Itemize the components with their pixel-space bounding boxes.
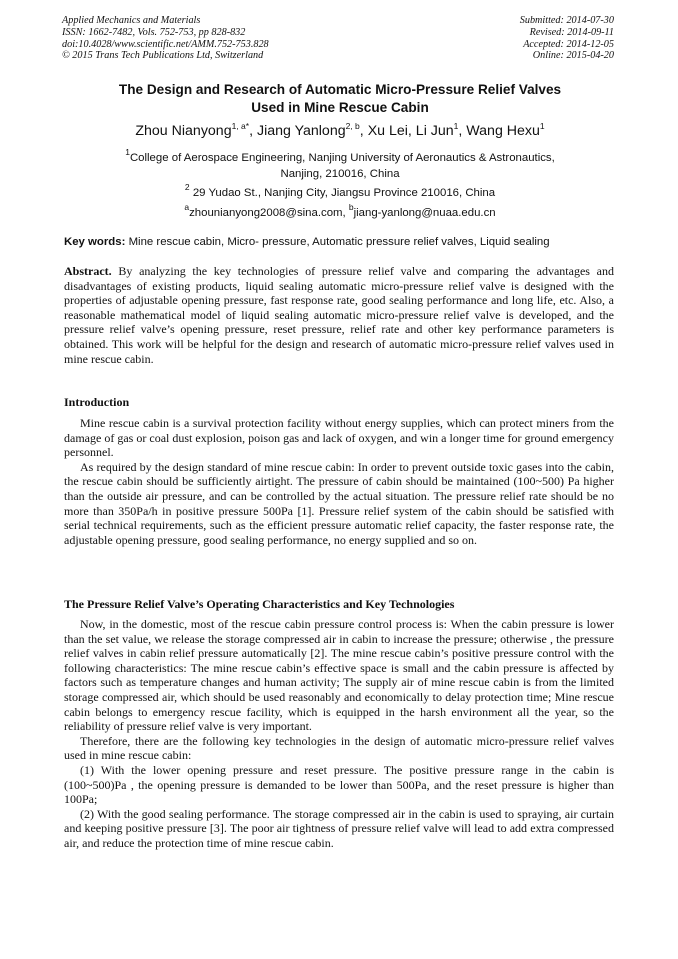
paragraph: As required by the design standard of mine rescue cabin: In order to prevent outside toxic gases into the cabin, the rescue cabin should be sufficiently airtight. The pressure of cabin should be maintained (100~500) Pa higher than the outside air pressure, and can be controlled by the actual situation. The pressure relief rate should be no more than 350Pa/h in positive pressure 500Pa [1]. Pressure relief system of the cabin should be satisfied with serial technical requirements, such as the efficient pressure automatic relief capacity, the faster response rate, the adjustable opening pressure, good sealing performance, no energy supplied and so on. [64, 459, 614, 547]
copyright-line: © 2015 Trans Tech Publications Ltd, Switzerland [62, 50, 264, 62]
journal-name: Applied Mechanics and Materials [62, 15, 201, 26]
accepted-date: Accepted: 2014-12-05 [523, 38, 614, 50]
affiliation-1-line-2: Nanjing, 210016, China [280, 168, 400, 180]
keywords-text: Mine rescue cabin, Micro- pressure, Automatic pressure relief valves, Liquid sealing [125, 236, 550, 248]
paper-title [60, 81, 620, 117]
affiliation-1 [60, 147, 620, 182]
section-2-heading: The Pressure Relief Valve’s Operating Characteristics and Key Technologies [64, 597, 455, 611]
introduction-heading: Introduction [64, 395, 130, 409]
keywords-label: Key words: [64, 236, 126, 248]
abstract [64, 264, 614, 366]
author-emails [60, 202, 620, 221]
email-b-mark: b [348, 202, 354, 212]
submitted-date: Submitted: 2014-07-30 [519, 15, 614, 26]
paragraph: Now, in the domestic, most of the rescue cabin pressure control process is: When the cabin pressure is lower than the set value, we release the storage compressed air in cabin to increase the pressure; otherwise , the pressure relief valves in cabin relief pressure automatically [2]. The mine rescue cabin’s positive pressure control with the following characteristics: The mine rescue cabin’s effective space is small and the cabin pressure is affected by factors such as temperature changes and human activity; The supply air of mine rescue cabin is from the limited storage compressed air, which should be used reasonably and economically to delay protection time; Mine rescue cabin belongs to emergency rescue facility, which is equipped in the harsh environment all the year, so the reliability of pressure relief valve is very important. [64, 617, 614, 734]
abstract-label: Abstract. [64, 264, 112, 278]
author-name: Zhou Nianyong [135, 123, 232, 139]
affiliation-2-mark: 2 [184, 182, 190, 192]
author-affiliation-mark: 1 [453, 121, 459, 131]
affiliation-1-line-1: College of Aerospace Engineering, Nanjing University of Aeronautics & Astronautics, [129, 152, 555, 164]
paragraph: Therefore, there are the following key technologies in the design of automatic micro-pressure relief valves used in mine rescue cabin: [64, 733, 614, 763]
keywords [64, 234, 624, 250]
author-separator: , [458, 123, 467, 139]
author-affiliation-mark: 2, b [345, 121, 360, 131]
email-b: jiang-yanlong@nuaa.edu.cn [353, 207, 496, 219]
email-a: zhounianyong2008@sina.com, [189, 207, 349, 219]
abstract-text: By analyzing the key technologies of pressure relief valve and comparing the advantages and disadvantages of existing products, liquid sealing automatic micro-pressure relief valve is designed with the properties of adjustable opening pressure, fast response rate, good sealing performance and long life, etc. Also, a reasonable mathematical model of liquid sealing automatic micro-pressure relief valve is developed, and the pressure relief valve’s opening pressure, reset pressure, relief rate and other key performance parameters is obtained. This work will be helpful for the design and research of automatic micro-pressure relief valves used in mine rescue cabin. [64, 264, 614, 366]
author-name: Jiang Yanlong [256, 123, 346, 139]
section-2-body [64, 617, 614, 851]
online-date: Online: 2015-04-20 [532, 50, 614, 62]
journal-info [62, 15, 269, 62]
submission-dates [520, 15, 614, 62]
revised-date: Revised: 2014-09-11 [529, 26, 614, 38]
issn-line: ISSN: 1662-7482, Vols. 752-753, pp 828-832 [62, 26, 246, 38]
affiliation-1-mark: 1 [125, 147, 130, 157]
paragraph: (2) With the good sealing performance. The storage compressed air in the cabin is used to spraying, air curtain and keeping positive pressure [3]. The poor air tightness of pressure relief valve will lead to add extra compressed air, and reduce the protection time of mine rescue cabin. [64, 806, 614, 850]
author-list [60, 122, 620, 140]
title-line-2: Used in Mine Rescue Cabin [251, 100, 429, 115]
author-separator: , [359, 123, 368, 139]
email-a-mark: a [184, 202, 190, 212]
author-affiliation-mark: 1 [539, 121, 545, 131]
paragraph: (1) With the lower opening pressure and reset pressure. The positive pressure range in the cabin is (100~500)Pa , the opening pressure is demanded to be lower than 500Pa, and the reset pressure is higher than 100Pa; [64, 762, 614, 807]
introduction-body [64, 416, 614, 547]
affiliation-2 [60, 182, 620, 201]
doi-line: doi:10.4028/www.scientific.net/AMM.752-753.828 [62, 38, 269, 50]
author-name: Xu Lei, Li Jun [367, 123, 454, 139]
author-name: Wang Hexu [466, 123, 540, 139]
title-line-1: The Design and Research of Automatic Micro-Pressure Relief Valves [118, 82, 562, 97]
author-affiliation-mark: 1, a* [231, 121, 250, 131]
paragraph: Mine rescue cabin is a survival protection facility without energy supplies, which can protect miners from the damage of gas or coal dust explosion, poison gas and lack of oxygen, and win a longer time for ground emergency personnel. [64, 416, 614, 460]
affiliation-2-text: 29 Yudao St., Nanjing City, Jiangsu Province 210016, China [189, 187, 496, 199]
author-separator: , [249, 123, 257, 139]
